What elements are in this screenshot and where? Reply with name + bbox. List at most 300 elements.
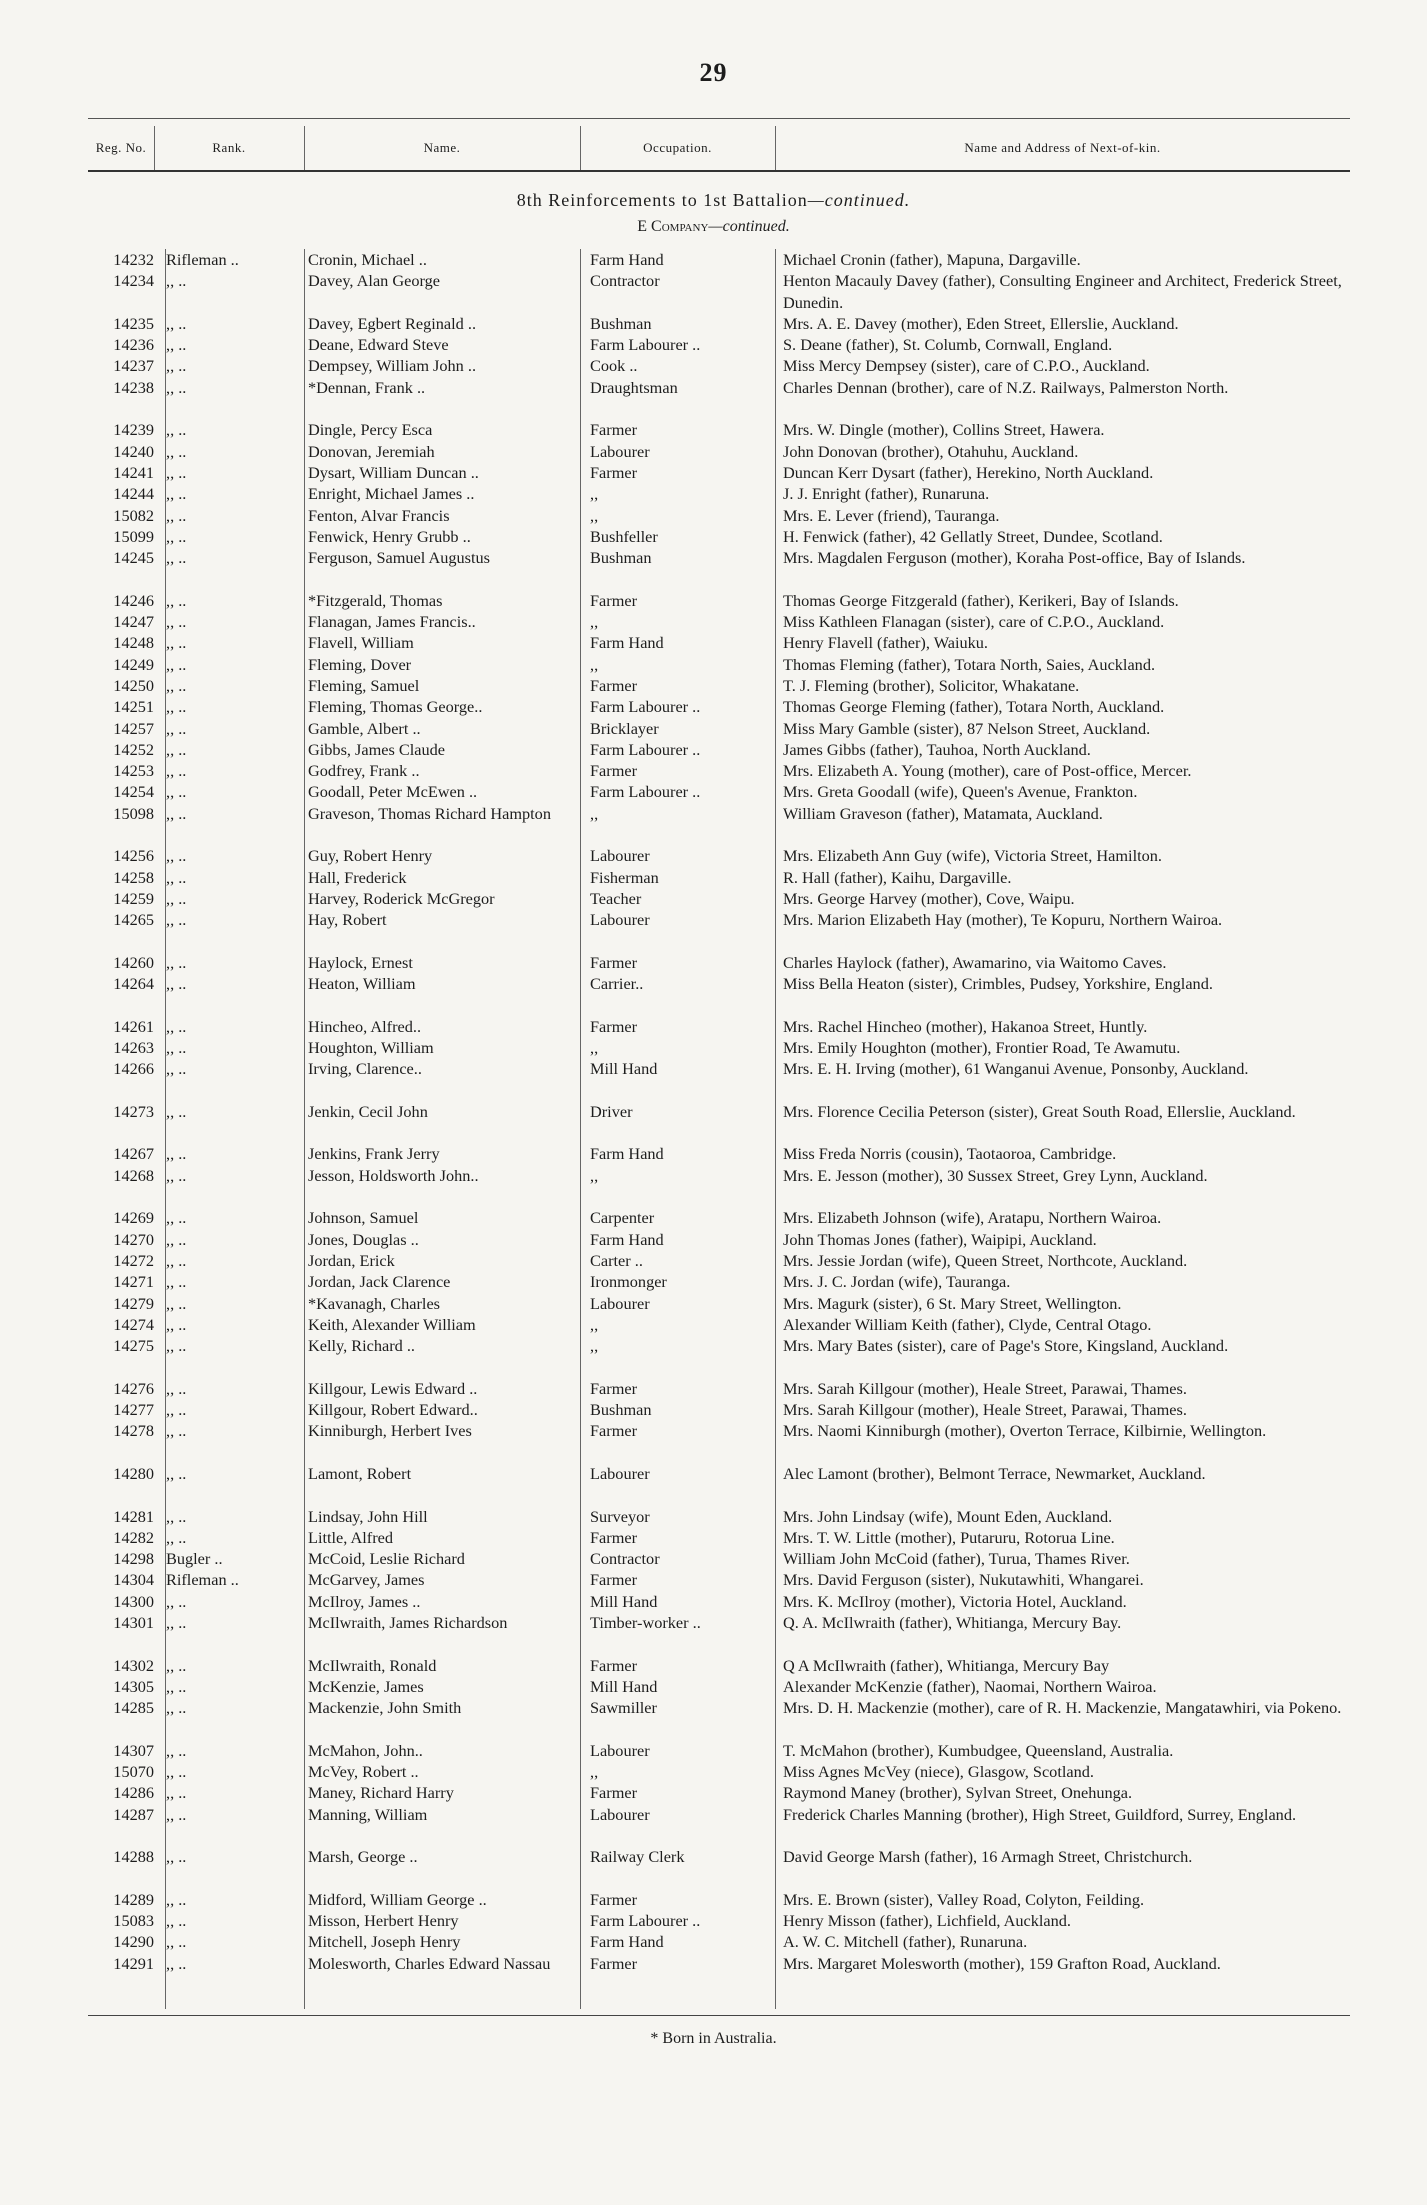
occupation-cell: Farmer [590,1953,638,1973]
name-cell: McIlwraith, James Richardson [308,1613,508,1632]
next-of-kin-cell: Mrs. Mary Bates (sister), care of Page's Store, Kingsland, Auckland. [783,1336,1229,1356]
name-cell: Heaton, William [308,974,416,994]
reg-no-cell: 14272 [113,1250,154,1270]
reg-no-cell: 14269 [113,1208,154,1228]
table-row [88,1058,1350,1101]
table-row [88,1591,1350,1612]
rank-cell: ,, .. [166,1037,187,1057]
next-of-kin-cell: Mrs. Elizabeth Johnson (wife), Aratapu, Northern Wairoa. [783,1208,1162,1228]
reg-no-cell: 14249 [113,654,154,674]
name-cell: Fleming, Dover [308,654,412,674]
reg-no-cell: 15083 [113,1911,154,1931]
table-row [88,377,1350,420]
table-row [88,718,1350,739]
name-cell: Davey, Egbert Reginald .. [308,313,477,333]
occupation-cell: ,, [590,1037,599,1057]
name-cell: Ferguson, Samuel Augustus [308,548,490,568]
next-of-kin-cell: Mrs. Elizabeth A. Young (mother), care of Post-office, Mercer. [783,761,1192,781]
table-row [88,1931,1350,1952]
name-cell: Killgour, Lewis Edward .. [308,1378,478,1398]
name-cell: Misson, Herbert Henry [308,1911,459,1931]
name-cell: Davey, Alan George [308,271,441,291]
occupation-cell: Mill Hand [590,1591,658,1611]
reg-no-cell: 14256 [113,846,154,866]
reg-no-cell: 14282 [113,1527,154,1547]
rank-cell: ,, .. [166,888,187,908]
name-cell: *Dennan, Frank .. [308,377,426,397]
next-of-kin-cell: H. Fenwick (father), 42 Gellatly Street, Dundee, Scotland. [783,526,1163,546]
reg-no-cell: 14287 [113,1804,154,1824]
next-of-kin-cell: Mrs. Greta Goodall (wife), Queen's Avenue, Frankton. [783,782,1138,802]
table-row [88,590,1350,611]
header-next-of-kin: Name and Address of Next-of-kin. [964,140,1161,155]
next-of-kin-cell: Raymond Maney (brother), Sylvan Street, Onehunga. [783,1783,1133,1803]
rank-cell: ,, .. [166,1527,187,1547]
reg-no-cell: 14237 [113,356,154,376]
reg-no-cell: 14267 [113,1144,154,1164]
occupation-cell: Farm Labourer .. [590,739,701,759]
name-cell: Lamont, Robert [308,1463,412,1483]
next-of-kin-cell: T. McMahon (brother), Kumbudgee, Queensland, Australia. [783,1740,1174,1760]
header-rule [88,170,1350,172]
reg-no-cell: 14291 [113,1953,154,1973]
rank-cell: ,, .. [166,952,187,972]
reg-no-cell: 15082 [113,505,154,525]
name-cell: Mitchell, Joseph Henry [308,1932,461,1952]
occupation-cell: Farmer [590,1421,638,1441]
next-of-kin-cell: Mrs. Magdalen Ferguson (mother), Koraha Post-office, Bay of Islands. [783,548,1246,568]
rank-cell: ,, .. [166,675,187,695]
reg-no-cell: 14247 [113,612,154,632]
rank-cell: ,, .. [166,1698,187,1718]
table-row [88,313,1350,334]
reg-no-cell: 14305 [113,1676,154,1696]
name-cell: Hincheo, Alfred.. [308,1016,422,1036]
name-cell: Killgour, Robert Edward.. [308,1400,478,1420]
next-of-kin-cell: Henry Flavell (father), Waiuku. [783,633,989,653]
rank-cell: ,, .. [166,1208,187,1228]
rank-cell: ,, .. [166,1101,187,1121]
next-of-kin-cell: Mrs. Magurk (sister), 6 St. Mary Street, Wellington. [783,1293,1122,1313]
occupation-cell: ,, [590,612,599,632]
name-cell: Little, Alfred [308,1527,393,1547]
footnote: * Born in Australia. [650,2030,777,2047]
table-row [88,611,1350,632]
reg-no-cell: 14235 [113,313,154,333]
rank-cell: ,, .. [166,1272,187,1292]
next-of-kin-cell: Mrs. John Lindsay (wife), Mount Eden, Auckland. [783,1506,1113,1526]
name-cell: Fenton, Alvar Francis [308,505,450,525]
name-cell: Deane, Edward Steve [308,335,449,355]
reg-no-cell: 14241 [113,462,154,482]
name-cell: Guy, Robert Henry [308,846,433,866]
reg-no-cell: 14276 [113,1378,154,1398]
reg-no-cell: 14288 [113,1847,154,1867]
name-cell: Dempsey, William John .. [308,356,477,376]
reg-no-cell: 14244 [113,484,154,504]
table-row [88,1697,1350,1740]
name-cell: McGarvey, James [308,1570,425,1590]
name-cell: *Fitzgerald, Thomas [308,590,443,610]
next-of-kin-cell: Mrs. David Ferguson (sister), Nukutawhiti, Whangarei. [783,1570,1144,1590]
name-cell: Graveson, Thomas Richard Hampton [308,803,551,823]
rank-cell: ,, .. [166,867,187,887]
table-row [88,739,1350,760]
next-of-kin-cell: Alec Lamont (brother), Belmont Terrace, Newmarket, Auckland. [783,1463,1206,1483]
rank-cell: Bugler .. [166,1549,223,1569]
next-of-kin-cell: Thomas George Fleming (father), Totara North, Auckland. [783,697,1165,717]
reg-no-cell: 14248 [113,633,154,653]
roll-table [88,249,1350,1995]
occupation-cell: Farm Labourer .. [590,697,701,717]
next-of-kin-cell: A. W. C. Mitchell (father), Runaruna. [783,1932,1028,1952]
reg-no-cell: 14240 [113,441,154,461]
table-row [88,1037,1350,1058]
rank-cell: ,, .. [166,1059,187,1079]
name-cell: Flavell, William [308,633,414,653]
occupation-cell: Farm Hand [590,1932,664,1952]
name-cell: Flanagan, James Francis.. [308,612,476,632]
next-of-kin-cell: James Gibbs (father), Tauhoa, North Auckland. [783,739,1091,759]
next-of-kin-cell: Charles Haylock (father), Awamarino, via Waitomo Caves. [783,952,1167,972]
occupation-cell: ,, [590,1336,599,1356]
reg-no-cell: 14307 [113,1740,154,1760]
rank-cell: ,, .. [166,505,187,525]
name-cell: Fleming, Samuel [308,675,420,695]
rank-cell: ,, .. [166,1016,187,1036]
occupation-cell: Bushfeller [590,526,658,546]
rank-cell: ,, .. [166,718,187,738]
next-of-kin-cell: Mrs. Sarah Killgour (mother), Heale Street, Parawai, Thames. [783,1400,1187,1420]
name-cell: Jesson, Holdsworth John.. [308,1165,479,1185]
next-of-kin-cell: Mrs. E. Lever (friend), Tauranga. [783,505,1000,525]
next-of-kin-cell: Mrs. J. C. Jordan (wife), Tauranga. [783,1272,1011,1292]
table-row [88,1207,1350,1228]
rank-cell: ,, .. [166,1847,187,1867]
header-name: Name. [423,140,461,155]
rank-cell: ,, .. [166,313,187,333]
reg-no-cell: 14274 [113,1314,154,1334]
occupation-cell: Contractor [590,271,660,291]
next-of-kin-cell: Frederick Charles Manning (brother), High Street, Guildford, Surrey, England. [783,1804,1297,1824]
rank-cell: ,, .. [166,441,187,461]
occupation-cell: Farmer [590,1889,638,1909]
rank-cell: ,, .. [166,974,187,994]
occupation-cell: Farmer [590,1527,638,1547]
name-cell: Dysart, William Duncan .. [308,462,479,482]
occupation-cell: Sawmiller [590,1698,657,1718]
rank-cell: ,, .. [166,1506,187,1526]
reg-no-cell: 14263 [113,1037,154,1057]
occupation-cell: Farmer [590,1378,638,1398]
occupation-cell: Bricklayer [590,718,659,738]
occupation-cell: Labourer [590,441,650,461]
column-divider [154,126,155,170]
table-row [88,909,1350,952]
header-reg-no: Reg. No. [95,140,147,155]
next-of-kin-cell: Miss Kathleen Flanagan (sister), care of C.P.O., Auckland. [783,612,1165,632]
rank-cell: ,, .. [166,1591,187,1611]
occupation-cell: Timber-worker .. [590,1613,701,1632]
occupation-cell: Carrier.. [590,974,644,994]
reg-no-cell: 14280 [113,1463,154,1483]
table-row [88,1293,1350,1314]
occupation-cell: Bushman [590,1400,652,1420]
table-row [88,781,1350,802]
occupation-cell: Farm Labourer .. [590,1911,701,1931]
name-cell: Lindsay, John Hill [308,1506,428,1526]
next-of-kin-cell: David George Marsh (father), 16 Armagh Street, Christchurch. [783,1847,1193,1867]
reg-no-cell: 14261 [113,1016,154,1036]
table-row [88,1250,1350,1271]
table-row [88,1165,1350,1208]
name-cell: Houghton, William [308,1037,434,1057]
name-cell: Haylock, Ernest [308,952,413,972]
name-cell: Johnson, Samuel [308,1208,419,1228]
name-cell: Fenwick, Henry Grubb .. [308,526,471,546]
reg-no-cell: 14270 [113,1229,154,1249]
next-of-kin-cell: Mrs. W. Dingle (mother), Collins Street, Hawera. [783,420,1105,440]
next-of-kin-cell: Mrs. T. W. Little (mother), Putaruru, Rotorua Line. [783,1527,1115,1547]
table-row [88,1463,1350,1506]
rank-cell: ,, .. [166,654,187,674]
name-cell: Donovan, Jeremiah [308,441,435,461]
table-row [88,1335,1350,1378]
name-cell: Mackenzie, John Smith [308,1698,462,1718]
table-row [88,1229,1350,1250]
table-row [88,441,1350,462]
reg-no-cell: 14290 [113,1932,154,1952]
rank-cell: ,, .. [166,846,187,866]
reg-no-cell: 14301 [113,1613,154,1632]
table-row [88,1143,1350,1164]
rank-cell: ,, .. [166,1762,187,1782]
rank-cell: ,, .. [166,590,187,610]
rank-cell: ,, .. [166,484,187,504]
table-row [88,1378,1350,1399]
reg-no-cell: 14298 [113,1549,154,1569]
section-title: 8th Reinforcements to 1st Battalion—continued. [516,190,911,210]
occupation-cell: Farm Labourer .. [590,782,701,802]
occupation-cell: Ironmonger [590,1272,667,1292]
next-of-kin-cell: Henry Misson (father), Lichfield, Auckland. [783,1911,1072,1931]
name-cell: McKenzie, James [308,1676,424,1696]
table-row [88,1910,1350,1931]
rank-cell: ,, .. [166,335,187,355]
reg-no-cell: 14245 [113,548,154,568]
reg-no-cell: 14253 [113,761,154,781]
reg-no-cell: 14252 [113,739,154,759]
rank-cell: ,, .. [166,1229,187,1249]
name-cell: Jordan, Erick [308,1250,395,1270]
table-row [88,547,1350,590]
table-row [88,654,1350,675]
occupation-cell: Farm Hand [590,1144,664,1164]
rank-cell: ,, .. [166,1932,187,1952]
rank-cell: ,, .. [166,910,187,930]
next-of-kin-cell: Alexander McKenzie (father), Naomai, Northern Wairoa. [783,1676,1157,1696]
reg-no-cell: 14289 [113,1889,154,1909]
occupation-cell: ,, [590,654,599,674]
rank-cell: Rifleman .. [166,1570,239,1590]
occupation-cell: Carter .. [590,1250,643,1270]
reg-no-cell: 14236 [113,335,154,355]
reg-no-cell: 14302 [113,1655,154,1675]
table-row [88,1953,1350,1996]
reg-no-cell: 14268 [113,1165,154,1185]
column-divider [304,126,305,170]
name-cell: *Kavanagh, Charles [308,1293,441,1313]
reg-no-cell: 14254 [113,782,154,802]
table-row [88,1314,1350,1335]
next-of-kin-cell: Alexander William Keith (father), Clyde, Central Otago. [783,1314,1152,1334]
rank-cell: ,, .. [166,356,187,376]
reg-no-cell: 14265 [113,910,154,930]
section-subtitle: E Company—continued. [637,218,790,235]
rank-cell: ,, .. [166,1889,187,1909]
name-cell: McIlwraith, Ronald [308,1655,437,1675]
rank-cell: ,, .. [166,1613,187,1632]
reg-no-cell: 14259 [113,888,154,908]
occupation-cell: ,, [590,484,599,504]
rank-cell: ,, .. [166,420,187,440]
occupation-cell: Labourer [590,846,650,866]
reg-no-cell: 14277 [113,1400,154,1420]
rank-cell: ,, .. [166,1804,187,1824]
reg-no-cell: 14251 [113,697,154,717]
next-of-kin-cell: Miss Mary Gamble (sister), 87 Nelson Street, Auckland. [783,718,1151,738]
header-rank: Rank. [212,140,246,155]
next-of-kin-cell: Mrs. E. H. Irving (mother), 61 Wanganui Avenue, Ponsonby, Auckland. [783,1059,1249,1079]
reg-no-cell: 14273 [113,1101,154,1121]
table-row [88,867,1350,888]
next-of-kin-cell: Mrs. Rachel Hincheo (mother), Hakanoa Street, Huntly. [783,1016,1148,1036]
table-row [88,1655,1350,1676]
reg-no-cell: 14264 [113,974,154,994]
reg-no-cell: 14266 [113,1059,154,1079]
name-cell: Molesworth, Charles Edward Nassau [308,1953,551,1973]
occupation-cell: ,, [590,1314,599,1334]
reg-no-cell: 14286 [113,1783,154,1803]
rank-cell: ,, .. [166,1250,187,1270]
table-row [88,696,1350,717]
rank-cell: ,, .. [166,761,187,781]
occupation-cell: Bushman [590,548,652,568]
occupation-cell: ,, [590,803,599,823]
occupation-cell: Draughtsman [590,377,678,397]
rank-cell: ,, .. [166,1655,187,1675]
table-row [88,803,1350,846]
table-row [88,1271,1350,1292]
next-of-kin-cell: Mrs. D. H. Mackenzie (mother), care of R. H. Mackenzie, Mangatawhiri, via Pokeno. [783,1698,1342,1718]
occupation-cell: Farmer [590,1570,638,1590]
name-cell: Enright, Michael James .. [308,484,475,504]
rank-cell: ,, .. [166,1676,187,1696]
page-number: 29 [699,58,728,87]
table-row [88,973,1350,1016]
rank-cell: ,, .. [166,1378,187,1398]
next-of-kin-cell: Michael Cronin (father), Mapuna, Dargaville. [783,250,1081,269]
table-header [88,126,1350,170]
rank-cell: ,, .. [166,612,187,632]
name-cell: Midford, William George .. [308,1889,487,1909]
name-cell: Maney, Richard Harry [308,1783,454,1803]
next-of-kin-cell: Mrs. Margaret Molesworth (mother), 159 Grafton Road, Auckland. [783,1953,1221,1973]
next-of-kin-cell: Miss Agnes McVey (niece), Glasgow, Scotland. [783,1762,1094,1782]
table-row [88,1399,1350,1420]
occupation-cell: ,, [590,1762,599,1782]
name-cell: Hay, Robert [308,910,387,930]
table-row [88,1612,1350,1655]
reg-no-cell: 14258 [113,867,154,887]
occupation-cell: Mill Hand [590,1676,658,1696]
reg-no-cell: 14250 [113,675,154,695]
next-of-kin-cell: R. Hall (father), Kaihu, Dargaville. [783,867,1012,887]
next-of-kin-cell: John Donovan (brother), Otahuhu, Auckland. [783,441,1079,461]
occupation-cell: Farmer [590,590,638,610]
rank-cell: ,, .. [166,1314,187,1334]
name-cell: Jordan, Jack Clarence [308,1272,451,1292]
rank-cell: ,, .. [166,462,187,482]
reg-no-cell: 14279 [113,1293,154,1313]
name-cell: Kelly, Richard .. [308,1336,416,1356]
occupation-cell: Labourer [590,1463,650,1483]
name-cell: Harvey, Roderick McGregor [308,888,495,908]
occupation-cell: Cook .. [590,356,638,376]
rank-cell: ,, .. [166,1740,187,1760]
table-row [88,1889,1350,1910]
reg-no-cell: 14232 [113,250,154,269]
table-row [88,270,1350,313]
table-row [88,1101,1350,1144]
occupation-cell: Labourer [590,1293,650,1313]
reg-no-cell: 15098 [113,803,154,823]
reg-no-cell: 14278 [113,1421,154,1441]
table-row [88,1782,1350,1803]
header-occupation: Occupation. [643,140,712,155]
next-of-kin-cell: Mrs. Florence Cecilia Peterson (sister), Great South Road, Ellerslie, Auckland. [783,1101,1296,1121]
next-of-kin-cell: Q. A. McIlwraith (father), Whitianga, Mercury Bay. [783,1613,1122,1632]
table-row [88,483,1350,504]
table-row [88,334,1350,355]
column-divider [580,126,581,170]
name-cell: Hall, Frederick [308,867,407,887]
rank-cell: ,, .. [166,271,187,291]
table-row [88,1548,1350,1569]
reg-no-cell: 14281 [113,1506,154,1526]
next-of-kin-cell: J. J. Enright (father), Runaruna. [783,484,990,504]
table-row [88,249,1350,270]
table-row [88,355,1350,376]
name-cell: Fleming, Thomas George.. [308,697,483,717]
rank-cell: ,, .. [166,526,187,546]
next-of-kin-cell: Mrs. E. Jesson (mother), 30 Sussex Street, Grey Lynn, Auckland. [783,1165,1208,1185]
table-row [88,1761,1350,1782]
table-row [88,888,1350,909]
next-of-kin-cell: John Thomas Jones (father), Waipipi, Auckland. [783,1229,1097,1249]
next-of-kin-cell: Miss Mercy Dempsey (sister), care of C.P.O., Auckland. [783,356,1150,376]
occupation-cell: ,, [590,505,599,525]
occupation-cell: Labourer [590,1740,650,1760]
name-cell: Dingle, Percy Esca [308,420,433,440]
reg-no-cell: 14300 [113,1591,154,1611]
rank-cell: ,, .. [166,1400,187,1420]
next-of-kin-cell: Mrs. Emily Houghton (mother), Frontier Road, Te Awamutu. [783,1037,1181,1057]
next-of-kin-cell: Mrs. K. McIlroy (mother), Victoria Hotel, Auckland. [783,1591,1127,1611]
next-of-kin-cell: T. J. Fleming (brother), Solicitor, Whakatane. [783,675,1080,695]
reg-no-cell: 14257 [113,718,154,738]
next-of-kin-cell: Mrs. E. Brown (sister), Valley Road, Colyton, Feilding. [783,1889,1145,1909]
